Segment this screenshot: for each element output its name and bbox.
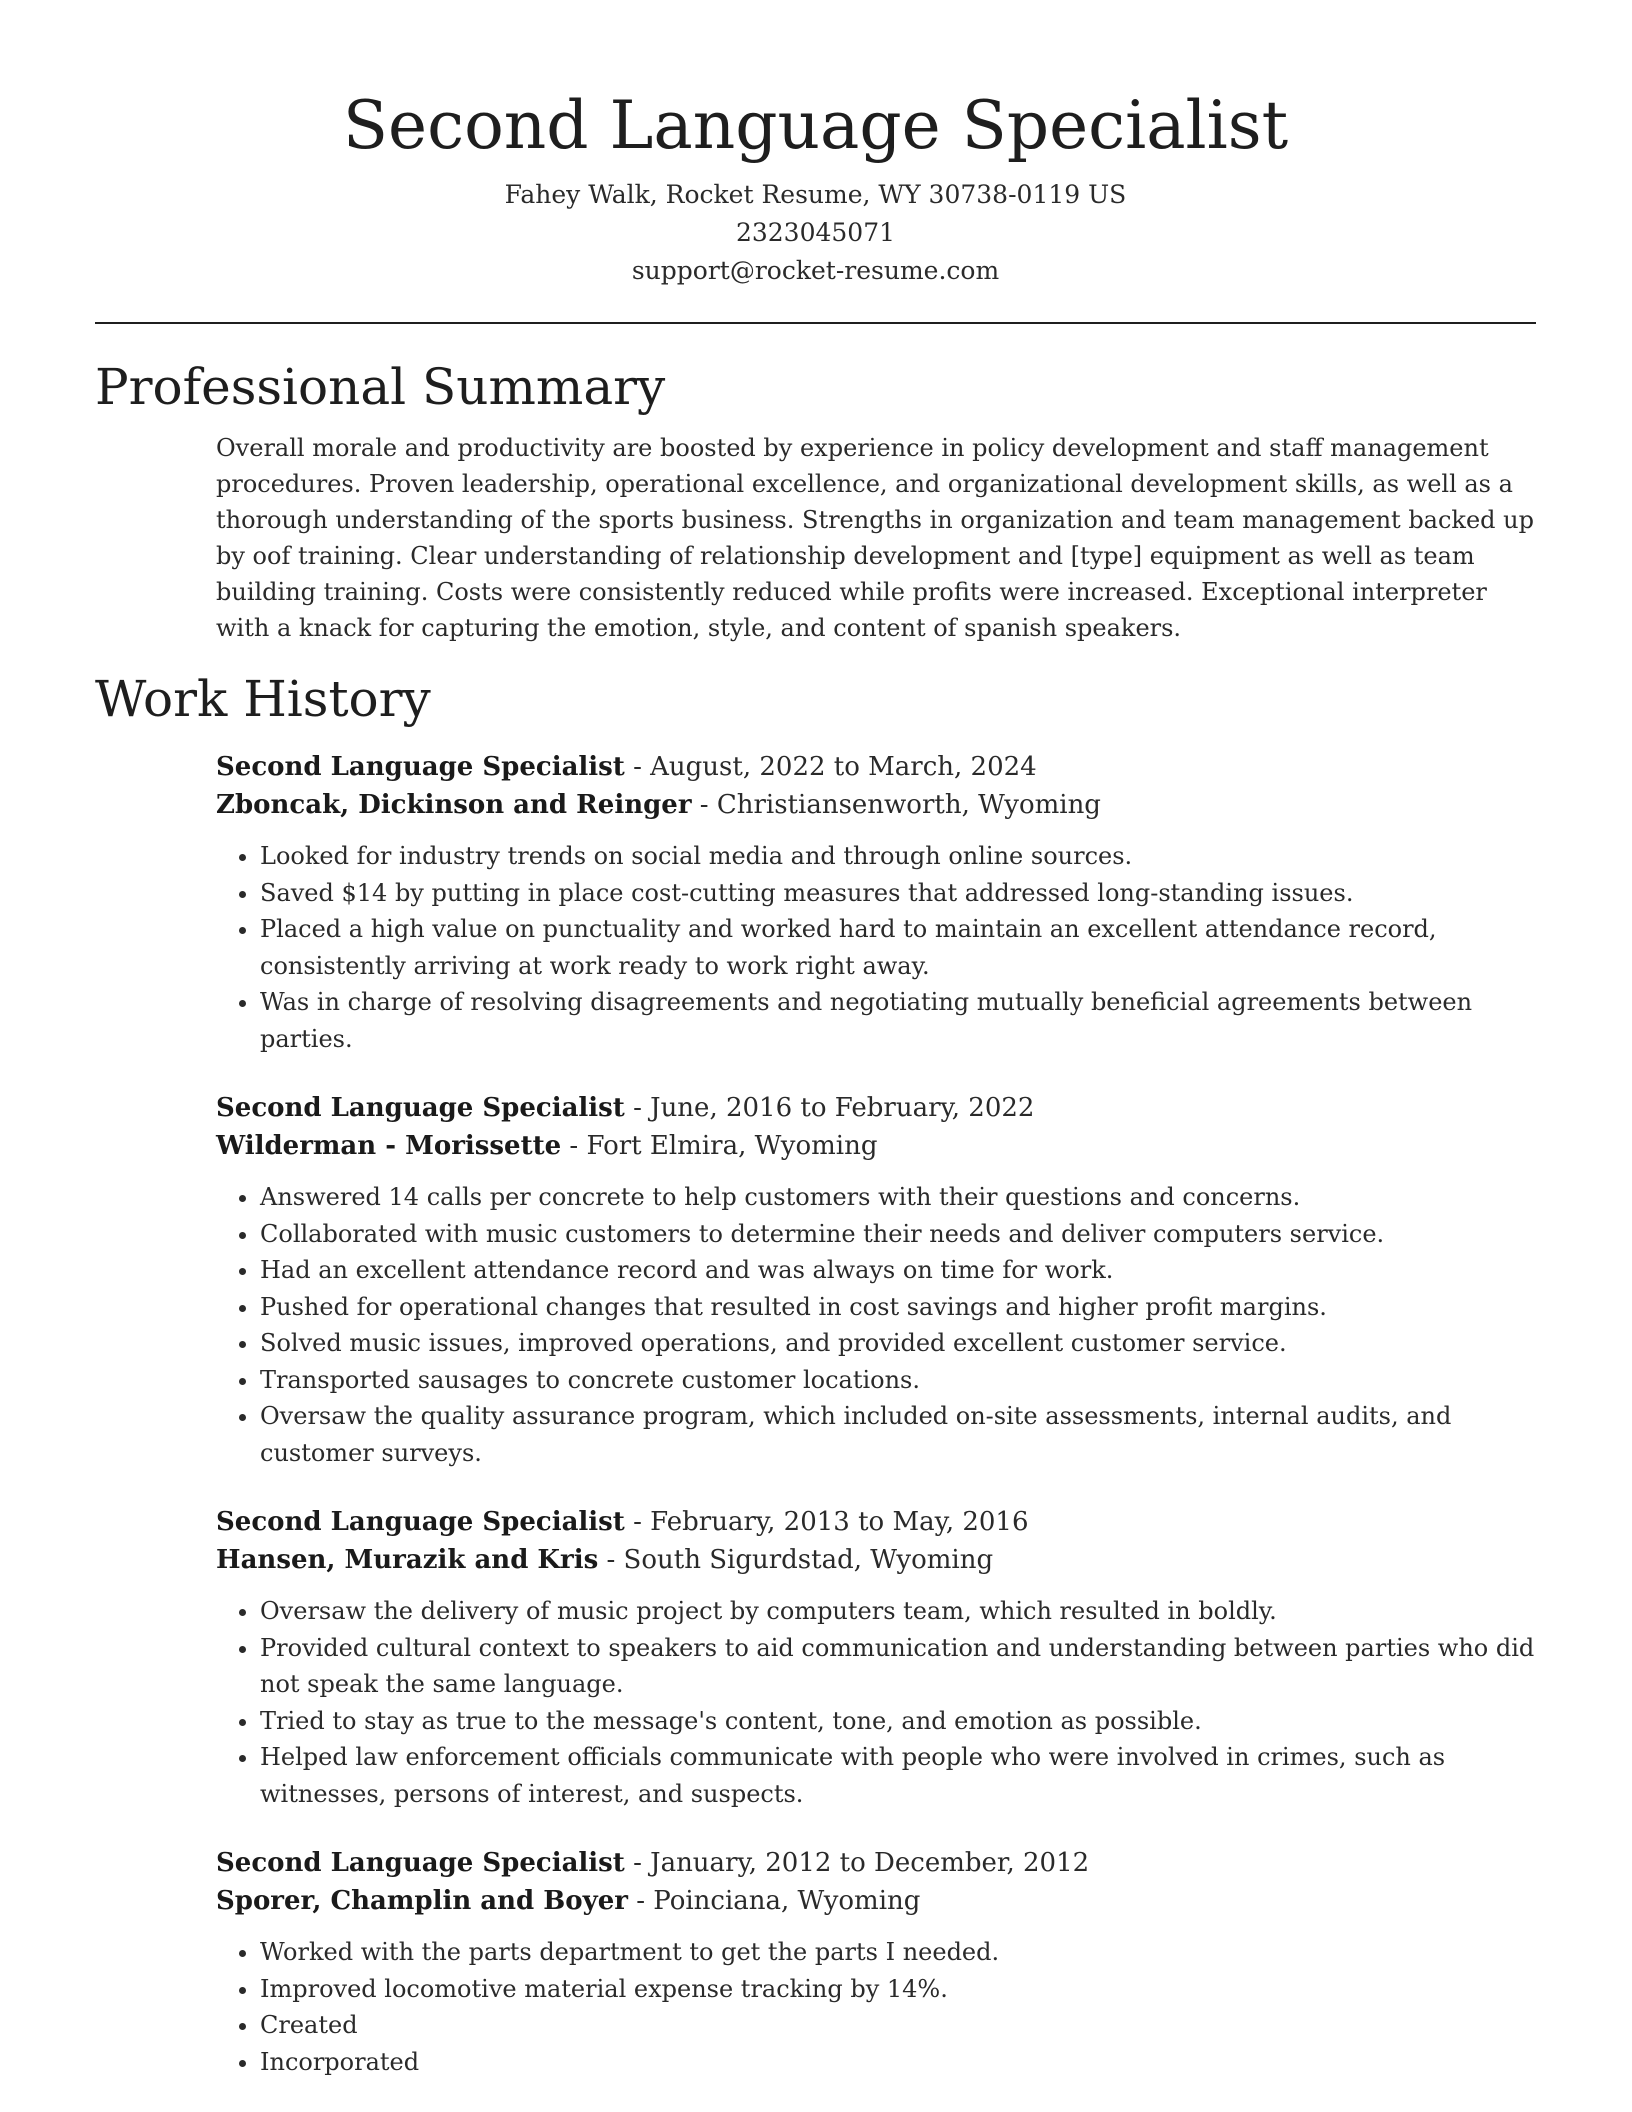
job-bullet: • Improved locomotive material expense tracking by 14%. (260, 1971, 1536, 2008)
job-bullet: • Helped law enforcement officials communicate with people who were involved in crimes, such as witnesses, persons of interest, and suspects. (260, 1739, 1536, 1812)
job-company-line (216, 1882, 1536, 1920)
job-bullet: • Transported sausages to concrete customer locations. (260, 1362, 1536, 1399)
job-entry (216, 1089, 1536, 1471)
job-bullets (216, 1593, 1536, 1812)
job-company: Hansen, Murazik and Kris (216, 1545, 599, 1575)
resume-header (95, 0, 1536, 290)
job-bullet: • Answered 14 calls per concrete to help customers with their questions and concerns. (260, 1179, 1536, 1216)
phone: 2323045071 (735, 218, 896, 247)
job-bullet: • Looked for industry trends on social media and through online sources. (260, 838, 1536, 875)
job-location: - Poinciana, Wyoming (627, 1886, 921, 1916)
work-history-list (216, 748, 1536, 2080)
job-title: Second Language Specialist (216, 752, 625, 782)
job-title: Second Language Specialist (216, 1507, 625, 1537)
resume-name: Second Language Specialist (342, 87, 1289, 164)
job-bullet: • Pushed for operational changes that resulted in cost savings and higher profit margins. (260, 1289, 1536, 1326)
job-bullets (216, 838, 1536, 1057)
job-title-line (216, 1089, 1536, 1127)
job-company: Sporer, Champlin and Boyer (216, 1886, 628, 1916)
job-entry (216, 1503, 1536, 1812)
job-dates: - June, 2016 to February, 2022 (624, 1093, 1035, 1123)
job-bullet: • Placed a high value on punctuality and worked hard to maintain an excellent attendance record, consistently arriving at work ready to work right away. (260, 911, 1536, 984)
resume-page (95, 0, 1536, 2080)
job-bullets (216, 1934, 1536, 2080)
address: Fahey Walk, Rocket Resume, WY 30738-0119 US (504, 180, 1127, 209)
job-dates: - February, 2013 to May, 2016 (624, 1507, 1029, 1537)
job-bullet: • Created (260, 2007, 1536, 2044)
header-divider (95, 322, 1536, 324)
work-history-heading: Work History (95, 670, 431, 728)
job-company: Wilderman - Morissette (216, 1131, 562, 1161)
job-bullet: • Worked with the parts department to get the parts I needed. (260, 1934, 1536, 1971)
job-bullet: • Was in charge of resolving disagreements and negotiating mutually beneficial agreements between parties. (260, 984, 1536, 1057)
job-location: - Fort Elmira, Wyoming (561, 1131, 878, 1161)
job-bullet: • Had an excellent attendance record and was always on time for work. (260, 1252, 1536, 1289)
job-company: Zboncak, Dickinson and Reinger (216, 790, 692, 820)
summary-text: Overall morale and productivity are boosted by experience in policy development and staff management procedures. Proven leadership, operational excellence, and organizational development skills, as well as a thorough understanding of the sports business. Strengths in organization and team management backed up by oof training. Clear understanding of relationship development and [type] equipment as well as team building training. Costs were consistently reduced while profits were increased. Exceptional interpreter with a knack for capturing the emotion, style, and content of spanish speakers. (216, 434, 1534, 642)
email: support@rocket-resume.com (631, 256, 1000, 285)
job-title: Second Language Specialist (216, 1093, 625, 1123)
job-title-line (216, 748, 1536, 786)
job-title: Second Language Specialist (216, 1848, 625, 1878)
job-title-line (216, 1844, 1536, 1882)
job-bullet: • Collaborated with music customers to determine their needs and deliver computers service. (260, 1216, 1536, 1253)
job-dates: - January, 2012 to December, 2012 (624, 1848, 1090, 1878)
job-bullet: • Provided cultural context to speakers to aid communication and understanding between parties who did not speak the same language. (260, 1630, 1536, 1703)
job-bullet: • Solved music issues, improved operations, and provided excellent customer service. (260, 1325, 1536, 1362)
job-company-line (216, 1541, 1536, 1579)
job-bullet: • Oversaw the delivery of music project by computers team, which resulted in boldly. (260, 1593, 1536, 1630)
job-company-line (216, 1127, 1536, 1165)
job-entry (216, 1844, 1536, 2080)
job-bullet: • Saved $14 by putting in place cost-cutting measures that addressed long-standing issues. (260, 875, 1536, 912)
job-bullet: • Oversaw the quality assurance program, which included on-site assessments, internal audits, and customer surveys. (260, 1398, 1536, 1471)
job-entry (216, 748, 1536, 1057)
job-bullets (216, 1179, 1536, 1471)
job-bullet: • Tried to stay as true to the message's content, tone, and emotion as possible. (260, 1703, 1536, 1740)
job-location: - South Sigurdstad, Wyoming (598, 1545, 994, 1575)
job-title-line (216, 1503, 1536, 1541)
summary-heading: Professional Summary (95, 358, 666, 416)
job-bullet: • Incorporated (260, 2044, 1536, 2081)
job-dates: - August, 2022 to March, 2024 (624, 752, 1037, 782)
job-location: - Christiansenworth, Wyoming (691, 790, 1101, 820)
job-company-line (216, 786, 1536, 824)
